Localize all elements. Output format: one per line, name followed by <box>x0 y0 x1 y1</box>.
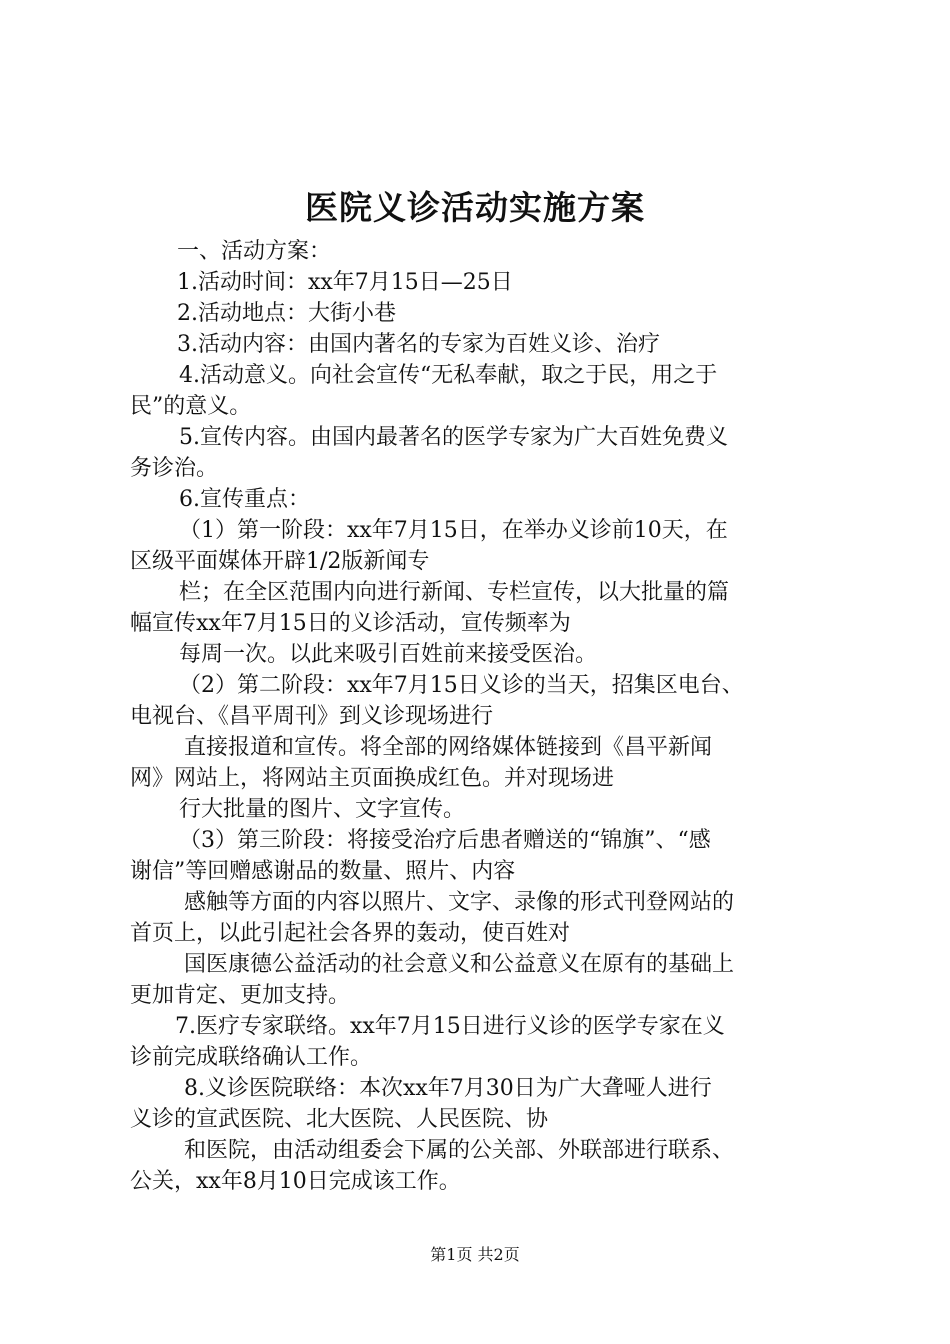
body-line: 行大批量的图片、文字宣传。 <box>179 797 466 822</box>
body-line: 2.活动地点：大街小巷 <box>177 301 396 326</box>
body-line: 7.医疗专家联络。xx年7月15日进行义诊的医学专家在义 <box>175 1014 725 1039</box>
body-line: 务诊治。 <box>130 456 219 481</box>
body-line: 5.宣传内容。由国内最著名的医学专家为广大百姓免费义 <box>179 425 728 450</box>
body-line: 民”的意义。 <box>130 394 252 419</box>
body-line: 和医院，由活动组委会下属的公关部、外联部进行联系、 <box>184 1138 735 1163</box>
body-line: 一、活动方案： <box>177 239 332 264</box>
body-line: 诊前完成联络确认工作。 <box>130 1045 373 1070</box>
body-line: （1）第一阶段：xx年7月15日，在举办义诊前10天，在 <box>179 518 728 543</box>
body-line: 3.活动内容：由国内著名的专家为百姓义诊、治疗 <box>177 332 660 357</box>
body-line: 感触等方面的内容以照片、文字、录像的形式刊登网站的 <box>184 890 735 915</box>
page-footer: 第1页 共2页 <box>430 1245 520 1264</box>
body-line: 首页上，以此引起社会各界的轰动，使百姓对 <box>130 921 571 946</box>
body-line: 6.宣传重点： <box>179 487 310 512</box>
body-line: 网》网站上，将网站主页面换成红色。并对现场进 <box>130 766 615 791</box>
document-body <box>130 236 840 1197</box>
body-line: 区级平面媒体开辟1/2版新闻专 <box>130 549 430 574</box>
body-line: 更加肯定、更加支持。 <box>130 983 351 1008</box>
body-line: （2）第二阶段：xx年7月15日义诊的当天，招集区电台、 <box>179 673 744 698</box>
body-line: 幅宣传xx年7月15日的义诊活动，宣传频率为 <box>130 611 571 636</box>
body-line: （3）第三阶段：将接受治疗后患者赠送的“锦旗”、“感 <box>179 828 711 853</box>
body-line: 1.活动时间：xx年7月15日—25日 <box>177 270 513 295</box>
body-line: 栏；在全区范围内向进行新闻、专栏宣传，以大批量的篇 <box>179 580 730 605</box>
body-line: 4.活动意义。向社会宣传“无私奉献，取之于民，用之于 <box>179 363 718 388</box>
body-line: 电视台、《昌平周刊》到义诊现场进行 <box>130 704 494 729</box>
document-title: 医院义诊活动实施方案 <box>305 188 645 227</box>
body-line: 义诊的宣武医院、北大医院、人民医院、协 <box>130 1107 549 1132</box>
body-line: 国医康德公益活动的社会意义和公益意义在原有的基础上 <box>184 952 735 977</box>
body-line: 8.义诊医院联络：本次xx年7月30日为广大聋哑人进行 <box>184 1076 712 1101</box>
body-line: 公关，xx年8月10日完成该工作。 <box>130 1169 461 1194</box>
body-line: 直接报道和宣传。将全部的网络媒体链接到《昌平新闻 <box>184 735 713 760</box>
body-line: 谢信”等回赠感谢品的数量、照片、内容 <box>130 859 516 884</box>
body-line: 每周一次。以此来吸引百姓前来接受医治。 <box>179 642 598 667</box>
